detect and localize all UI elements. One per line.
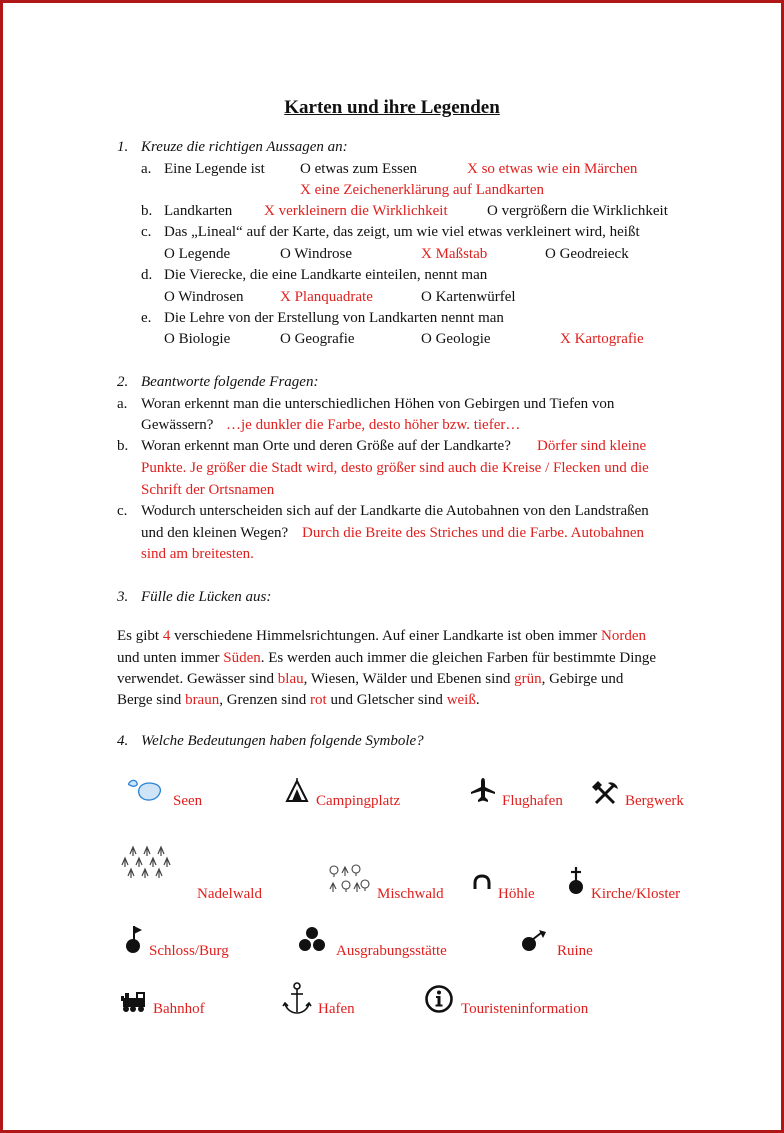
church-icon	[567, 866, 585, 896]
q1b-text: Landkarten	[164, 203, 233, 219]
label-hoehle: Höhle	[498, 886, 535, 902]
label-bergwerk: Bergwerk	[625, 793, 684, 809]
fill-white: weiß	[446, 692, 476, 708]
q2c-question-line-2: und den kleinen Wegen?	[141, 525, 289, 541]
ruin-icon	[521, 929, 547, 953]
q3-line-4: Berge sind braun, Grenzen sind rot und Gletscher sind weiß.	[117, 692, 480, 708]
q1b-label: b.	[141, 203, 153, 219]
mixed-forest-icon	[328, 863, 370, 897]
label-ruine: Ruine	[557, 943, 593, 959]
q1d-option-1: O Windrosen	[164, 289, 244, 305]
q4-heading: Welche Bedeutungen haben folgende Symbole?	[141, 733, 424, 749]
q2-heading: Beantworte folgende Fragen:	[141, 374, 319, 390]
page-title: Karten und ihre Legenden	[284, 97, 500, 118]
q3-line-3: verwendet. Gewässer sind blau, Wiesen, Wälder und Ebenen sind grün, Gebirge und	[117, 671, 624, 687]
q1-heading: Kreuze die richtigen Aussagen an:	[141, 139, 348, 155]
q1e-text: Die Lehre von der Erstellung von Landkarten nennt man	[164, 310, 504, 326]
castle-icon	[123, 924, 145, 954]
q1-number: 1.	[117, 139, 129, 155]
q1c-option-1: O Legende	[164, 246, 231, 262]
q2b-label: b.	[117, 438, 129, 454]
label-schloss: Schloss/Burg	[149, 943, 229, 959]
q1b-option-1: X verkleinern die Wirklichkeit	[264, 203, 448, 219]
lake-icon	[127, 777, 163, 803]
q3-heading: Fülle die Lücken aus:	[141, 589, 272, 605]
q1b-option-2: O vergrößern die Wirklichkeit	[487, 203, 668, 219]
info-icon	[424, 984, 454, 1014]
anchor-icon	[282, 982, 312, 1016]
q1c-label: c.	[141, 224, 152, 240]
fill-brown: braun	[185, 692, 220, 708]
q1a-option-1: O etwas zum Essen	[300, 161, 418, 177]
excavation-icon	[298, 926, 326, 952]
q1d-label: d.	[141, 267, 153, 283]
q1e-option-3: O Geologie	[421, 331, 491, 347]
fill-north: Norden	[601, 628, 647, 644]
q1c-option-2: O Windrose	[280, 246, 353, 262]
q2b-answer-line-3: Schrift der Ortsnamen	[141, 482, 275, 498]
label-nadelwald: Nadelwald	[197, 886, 262, 902]
q1c-option-3: X Maßstab	[421, 246, 488, 262]
fill-green: grün	[514, 671, 542, 687]
q2c-answer-line-1: Durch die Breite des Striches und die Farbe. Autobahnen	[302, 525, 644, 541]
conifer-forest-icon	[120, 843, 174, 881]
q1e-label: e.	[141, 310, 152, 326]
q3-number: 3.	[117, 589, 129, 605]
label-kirche: Kirche/Kloster	[591, 886, 681, 902]
q1a-text: Eine Legende ist	[164, 161, 265, 177]
q2a-question-line-1: Woran erkennt man die unterschiedlichen Höhen von Gebirgen und Tiefen von	[141, 396, 615, 412]
q1e-option-1: O Biologie	[164, 331, 231, 347]
fill-south: Süden	[223, 650, 261, 666]
q4-number: 4.	[117, 733, 129, 749]
hammer-pick-icon	[592, 781, 618, 807]
q2c-answer-line-2: sind am breitesten.	[141, 546, 254, 562]
label-seen: Seen	[173, 793, 203, 809]
fill-blue: blau	[277, 671, 304, 687]
label-ausgrabung: Ausgrabungsstätte	[336, 943, 447, 959]
label-touristeninformation: Touristeninformation	[461, 1001, 589, 1017]
label-bahnhof: Bahnhof	[153, 1001, 205, 1017]
q1c-option-4: O Geodreieck	[545, 246, 629, 262]
fill-red: rot	[310, 692, 327, 708]
q2-number: 2.	[117, 374, 129, 390]
q1d-text: Die Vierecke, die eine Landkarte einteilen, nennt man	[164, 267, 488, 283]
q3-line-1: Es gibt 4 verschiedene Himmelsrichtungen. Auf einer Landkarte ist oben immer Norden	[117, 628, 647, 644]
q2b-question: Woran erkennt man Orte und deren Größe auf der Landkarte?	[141, 438, 511, 454]
label-mischwald: Mischwald	[377, 886, 444, 902]
q1a-option-2: X so etwas wie ein Märchen	[467, 161, 638, 177]
label-flughafen: Flughafen	[502, 793, 563, 809]
airplane-icon	[470, 777, 496, 803]
q2b-answer-line-2: Punkte. Je größer die Stadt wird, desto größer sind auch die Kreise / Flecken und die	[141, 460, 649, 476]
q1c-text: Das „Lineal“ auf der Karte, das zeigt, um wie viel etwas verkleinert wird, heißt	[164, 224, 640, 240]
q2a-question-line-2: Gewässern?	[141, 417, 214, 433]
label-campingplatz: Campingplatz	[316, 793, 401, 809]
q2a-answer: …je dunkler die Farbe, desto höher bzw. tiefer…	[226, 417, 521, 433]
fill-count: 4	[162, 628, 171, 644]
tent-icon	[285, 777, 309, 803]
q3-line-2: und unten immer Süden. Es werden auch immer die gleichen Farben für bestimmte Dinge	[117, 650, 657, 666]
cave-icon	[472, 874, 492, 890]
q2c-label: c.	[117, 503, 128, 519]
q1d-option-3: O Kartenwürfel	[421, 289, 516, 305]
q2c-question-line-1: Wodurch unterscheiden sich auf der Landkarte die Autobahnen von den Landstraßen	[141, 503, 649, 519]
train-icon	[119, 989, 147, 1013]
q2a-label: a.	[117, 396, 128, 412]
q2b-answer-line-1: Dörfer sind kleine	[537, 438, 647, 454]
q1a-option-3: X eine Zeichenerklärung auf Landkarten	[300, 182, 545, 198]
q1d-option-2: X Planquadrate	[280, 289, 373, 305]
label-hafen: Hafen	[318, 1001, 355, 1017]
q1e-option-4: X Kartografie	[560, 331, 644, 347]
q1a-label: a.	[141, 161, 152, 177]
q1e-option-2: O Geografie	[280, 331, 355, 347]
